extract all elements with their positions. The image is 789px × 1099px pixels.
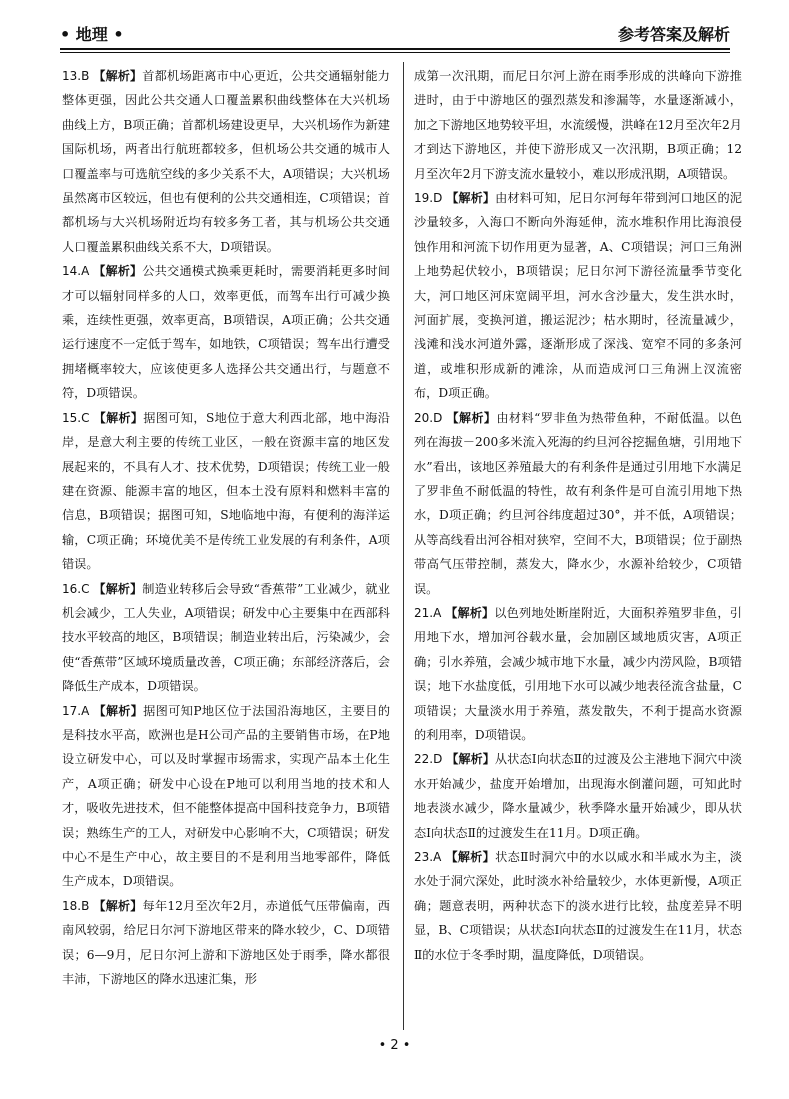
analysis-tag: 【解析】 <box>93 703 144 718</box>
answer-item-21 <box>414 601 742 747</box>
subject-label: • 地理 • <box>60 25 124 44</box>
answer-item-16 <box>62 577 390 699</box>
page-header <box>60 14 730 50</box>
question-number: 18. <box>62 898 82 913</box>
question-number: 22. <box>414 752 434 767</box>
answer-item-18-continued <box>414 64 742 186</box>
analysis-tag: 【解析】 <box>93 898 143 913</box>
answer-letter: A <box>433 850 442 864</box>
answer-letter: D <box>433 191 443 206</box>
answer-item-19 <box>414 186 742 406</box>
answer-letter: B <box>81 898 90 913</box>
question-number: 17. <box>62 703 82 718</box>
answer-letter: A <box>81 703 90 718</box>
analysis-tag: 【解析】 <box>446 752 495 767</box>
analysis-text: 每年12月至次年2月，赤道低气压带偏南，西南风较弱，给尼日尔河下游地区带来的降水较少，C、D项错误；6—9月，尼日尔河上游和下游地区处于雨季，降水都很丰沛，下游地区的降水迅速汇集，形 <box>62 898 390 987</box>
question-number: 19. <box>414 191 434 206</box>
analysis-text: 从状态Ⅰ向状态Ⅱ的过渡及公主港地下洞穴中淡水开始减少，盐度开始增加，出现海水倒灌问题，可知此时地表淡水减少，降水量减少，秋季降水量开始减少，即从状态Ⅰ向状态Ⅱ的过渡发生在11月。D项正确。 <box>414 752 742 840</box>
question-number: 16. <box>62 581 82 596</box>
analysis-text: 制造业转移后会导致“香蕉带”工业减少，就业机会减少，工人失业，A项错误；研发中心主要集中在西部科技水平较高的地区，B项错误；制造业转出后，污染减少，会使“香蕉带”区域环境质量改善，C项正确；东部经济落后，会降低生产成本，D项错误。 <box>62 581 390 694</box>
analysis-tag: 【解析】 <box>446 191 496 206</box>
analysis-text: 首都机场距离市中心更近，公共交通辐射能力整体更强，因此公共交通人口覆盖累积曲线整体在大兴机场曲线上方，B项正确；首都机场建设更早，大兴机场作为新建国际机场，两者出行航班都较多，但机场公共交通的城市人口覆盖率与可选航空线的多少关系不大，A项错误；大兴机场虽然离市区较远，但也有便利的公共交通相连，C项错误；首都机场与大兴机场附近均有较多务工者，其与机场公共交通人口覆盖累积曲线关系不大，D项错误。 <box>62 69 390 254</box>
answer-item-20 <box>414 406 742 601</box>
analysis-tag: 【解析】 <box>445 850 496 864</box>
answer-item-23 <box>414 845 742 967</box>
answer-item-18 <box>62 894 390 992</box>
answer-letter: D <box>433 752 443 767</box>
analysis-tag: 【解析】 <box>93 69 143 83</box>
answer-item-22 <box>414 747 742 845</box>
question-number: 13. <box>62 69 82 83</box>
header-rule-thin <box>60 52 730 53</box>
analysis-text: 状态Ⅱ时洞穴中的水以咸水和半咸水为主，淡水处于洞穴深处，此时淡水补给量较少，水体更新慢，A项正确；题意表明，两种状态下的淡水进行比较，盐度差异不明显，B、C项错误；从状态Ⅰ向状态Ⅱ的过渡发生在11月，状态Ⅱ的水位于冬季时期，温度降低，D项错误。 <box>414 850 742 962</box>
left-column <box>62 64 390 991</box>
question-number: 20. <box>414 410 434 425</box>
answer-item-14 <box>62 259 390 405</box>
analysis-tag: 【解析】 <box>93 581 143 596</box>
analysis-text: 由材料“罗非鱼为热带鱼种，不耐低温。以色列在海拔－200多米流入死海的约旦河谷挖掘鱼塘，引用地下水”看出，该地区养殖最大的有利条件是通过引用地下水满足了罗非鱼不耐低温的特性，故有利条件是可自流引用地下热水，D项正确；约旦河谷纬度超过30°，并不低，A项错误；从等高线看出河谷相对狭窄，空间不大，B项错误；位于副热带高气压带控制，蒸发大，降水少，水源补给较少，C项错误。 <box>414 410 742 596</box>
answer-letter: C <box>81 581 90 596</box>
header-rule <box>60 48 730 50</box>
analysis-tag: 【解析】 <box>446 410 497 425</box>
question-number: 23. <box>414 850 434 864</box>
analysis-text: 成第一次汛期，而尼日尔河上游在雨季形成的洪峰向下游推进时，由于中游地区的强烈蒸发和渗漏等，水量逐渐减小，加之下游地区地势较平坦，水流缓慢，洪峰在12月至次年2月才到达下游地区，并使下游形成又一次汛期，B项正确；12月至次年2月下游支流水量较小，难以形成汛期，A项错误。 <box>414 69 742 181</box>
analysis-text: 据图可知P地区位于法国沿海地区，主要目的是科技水平高，欧洲也是H公司产品的主要销售市场，在P地设立研发中心，可以及时掌握市场需求，实现产品本土化生产，A项正确；研发中心设在P地可以利用当地的技术和人才，吸收先进技术，但不能整体提高中国科技竞争力，B项错误；熟练生产的工人，对研发中心影响不大，C项错误；研发中心不是生产中心，故主要目的不是利用当地零部件，降低生产成本，D项错误。 <box>62 703 391 889</box>
question-number: 14. <box>62 264 82 279</box>
answer-item-15 <box>62 406 390 577</box>
analysis-tag: 【解析】 <box>93 264 143 279</box>
analysis-tag: 【解析】 <box>445 605 495 620</box>
question-number: 15. <box>62 410 82 425</box>
answer-item-13 <box>62 64 390 259</box>
answer-letter: A <box>433 605 442 620</box>
column-divider <box>403 62 404 1030</box>
right-column <box>414 64 742 967</box>
analysis-text: 据图可知，S地位于意大利西北部，地中海沿岸，是意大利主要的传统工业区，一般在资源丰富的地区发展起来的，不具有人才、技术优势，D项错误；传统工业一般建在资源、能源丰富的地区，但本土没有原料和燃料丰富的信息，B项错误；据图可知，S地临地中海，有便利的海洋运输，C项正确；环境优美不是传统工业发展的有利条件，A项错误。 <box>62 410 390 572</box>
answer-letter: B <box>81 69 90 83</box>
answer-letter: A <box>81 264 90 279</box>
answer-letter: D <box>433 410 443 425</box>
question-number: 21. <box>414 605 434 620</box>
analysis-tag: 【解析】 <box>93 410 144 425</box>
section-title: 参考答案及解析 <box>617 25 730 44</box>
analysis-text: 公共交通模式换乘更耗时，需要消耗更多时间才可以辐射同样多的人口，效率更低，而驾车出行可减少换乘，连续性更强，效率更高，B项错误，A项正确；公共交通运行速度不一定低于驾车，如地铁，C项错误；驾车出行遭受拥堵概率较大，应该使更多人选择公共交通出行，与题意不符，D项错误。 <box>62 264 390 401</box>
page-number: • 2 • <box>378 1038 411 1053</box>
answer-item-17 <box>62 699 390 894</box>
answer-letter: C <box>81 410 90 425</box>
analysis-text: 由材料可知，尼日尔河每年带到河口地区的泥沙量较多，入海口不断向外海延伸，流水堆积作用比海浪侵蚀作用和河流下切作用更为显著，A、C项错误；河口三角洲上地势起伏较小，B项错误；尼日尔河下游径流量季节变化大，河口地区河床宽阔平坦，河水含沙量大，发生洪水时，河面扩展，变换河道，搬运泥沙；枯水期时，径流量减少，浅滩和浅水河道外露，逐渐形成了深浅、宽窄不同的多条河道，或堆积形成新的滩涂，从而造成河口三角洲上汊流密布，D项正确。 <box>414 191 742 401</box>
analysis-text: 以色列地处断崖附近，大面积养殖罗非鱼，引用地下水，增加河谷载水量，会加剧区域地质灾害，A项正确；引水养殖，会减少城市地下水量，减少内涝风险，B项错误；地下水盐度低，引用地下水可以减少地表径流含盐量，C项错误；大量淡水用于养殖，蒸发散失，不利于提高水资源的利用率，D项错误。 <box>414 605 742 742</box>
